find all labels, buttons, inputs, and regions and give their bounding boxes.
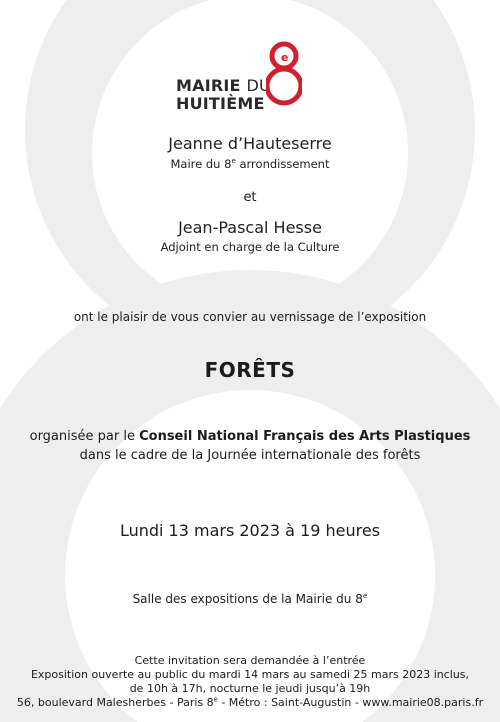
organizer-line: organisée par le Conseil National Français des Arts Plastiques [29,429,471,444]
host1-role: Maire du 8e arrondissement [170,156,330,171]
logo-text-line1: MAIRIE DU [176,76,271,95]
logo-text-line2: HUITIÈME [176,94,265,113]
venue: Salle des expositions de la Mairie du 8e [132,591,368,606]
invite-text: ont le plaisir de vous convier au vernissage de l’exposition [73,310,427,324]
footer-address: 56, boulevard Malesherbes - Paris 8e - Métro : Saint-Augustin - www.mairie08.paris.fr [16,695,484,709]
footer-dates: Exposition ouverte au public du mardi 14 mars au samedi 25 mars 2023 inclus, [30,668,470,681]
host2-role: Adjoint en charge de la Culture [160,240,340,254]
red-eight-logo-icon [266,38,302,110]
footer-hours: de 10h à 17h, nocturne le jeudi jusqu’à 19h [129,682,371,695]
mairie-logo [170,38,310,113]
organizer-name: Conseil National Français des Arts Plastiques [139,429,471,444]
footer-entry-note: Cette invitation sera demandée à l’entrée [134,654,366,667]
conjunction-text: et [243,190,257,205]
event-date: Lundi 13 mars 2023 à 19 heures [119,521,381,540]
organizer-context: dans le cadre de la Journée internationale des forêts [79,448,421,463]
exhibition-title: FORÊTS [204,358,296,382]
svg-text:e: e [281,51,289,64]
host1-name: Jeanne d’Hauteserre [168,134,332,153]
host2-name: Jean-Pascal Hesse [178,218,322,237]
